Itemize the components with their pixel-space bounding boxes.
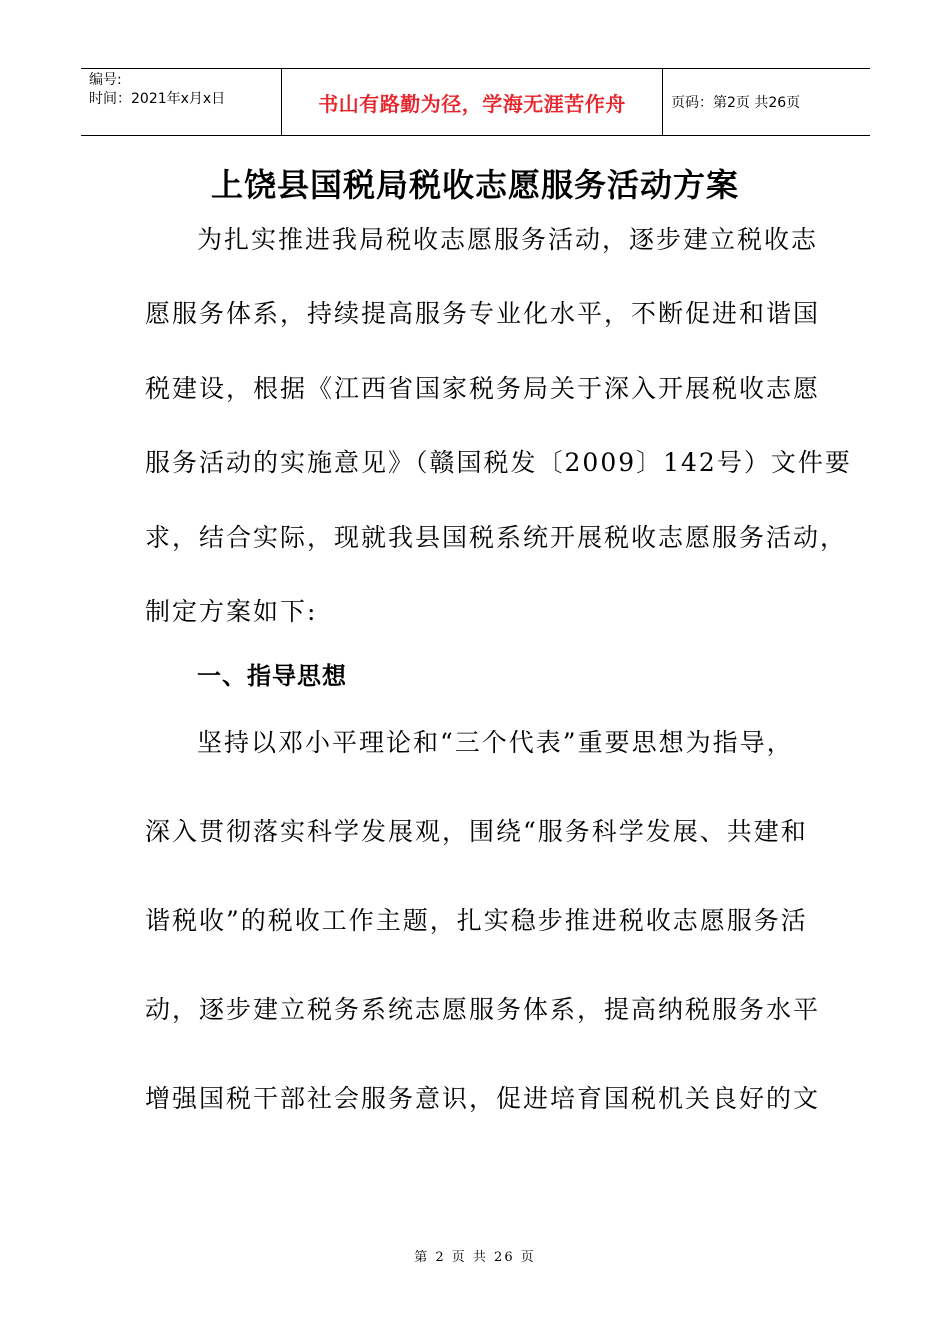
header-motto-cell (282, 69, 663, 135)
paragraph-line: 愿服务体系，持续提高服务专业化水平，不断促进和谐国 (145, 299, 821, 328)
document-title: 上饶县国税局税收志愿服务活动方案 (210, 166, 739, 204)
paragraph-line: 坚持以邓小平理论和“三个代表”重要思想为指导， (197, 728, 794, 757)
paragraph-line: 服务活动的实施意见》（赣国税发〔2009〕142号）文件要 (145, 448, 852, 477)
paragraph-line: 制定方案如下: (145, 597, 318, 626)
paragraph-line: 增强国税干部社会服务意识，促进培育国税机关良好的文 (145, 1084, 821, 1113)
time-label: 时间：2021年x月x日 (89, 91, 226, 107)
paragraph-line: 谐税收”的税收工作主题，扎实稳步推进税收志愿服务活 (145, 906, 808, 935)
section-heading: 一、指导思想 (197, 662, 347, 690)
paragraph-line: 税建设，根据《江西省国家税务局关于深入开展税收志愿 (145, 374, 821, 403)
footer-page-number: 第 2 页 共 26 页 (414, 1250, 536, 1265)
paragraph-line: 动，逐步建立税务系统志愿服务体系，提高纳税服务水平 (145, 995, 821, 1024)
motto: 书山有路勤为径，学海无涯苦作舟 (318, 91, 626, 116)
header-meta-cell (81, 69, 282, 135)
header-page-cell (663, 69, 870, 135)
paragraph-line: 求，结合实际，现就我县国税系统开展税收志愿服务活动， (145, 523, 848, 552)
paragraph-line: 深入贯彻落实科学发展观，围绕“服务科学发展、共建和 (145, 817, 808, 846)
number-label: 编号: (89, 72, 122, 88)
header-table (81, 68, 870, 136)
paragraph-line: 为扎实推进我局税收志愿服务活动，逐步建立税收志 (197, 225, 819, 254)
page-info: 页码：第2页 共26页 (671, 95, 801, 111)
